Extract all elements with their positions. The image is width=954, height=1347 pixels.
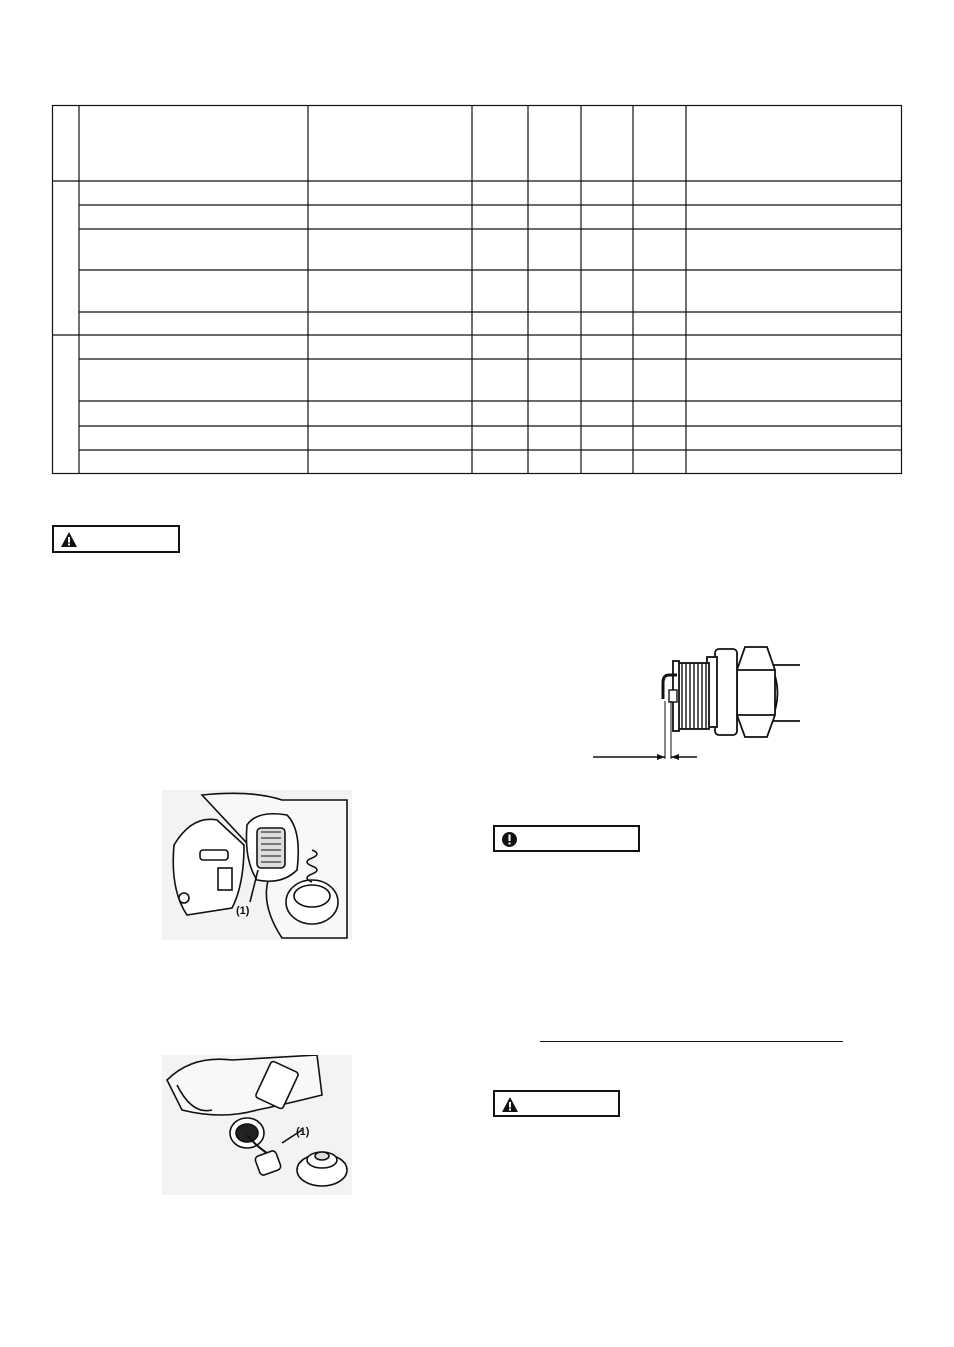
fuel-filter-callout: (1) (296, 1126, 310, 1138)
air-filter-illustration (162, 790, 352, 940)
spark-plug-gap-diagram (585, 635, 815, 770)
warning-label (52, 525, 180, 553)
caution-label (493, 825, 640, 852)
warning-label-2 (493, 1090, 620, 1117)
maintenance-table (0, 0, 954, 500)
divider-line (540, 1041, 843, 1042)
air-filter-callout: (1) (236, 905, 250, 917)
fuel-filter-illustration (162, 1055, 352, 1195)
warning-triangle-icon (60, 531, 78, 548)
warning-triangle-icon (501, 1096, 519, 1113)
caution-exclamation-icon (501, 831, 518, 848)
